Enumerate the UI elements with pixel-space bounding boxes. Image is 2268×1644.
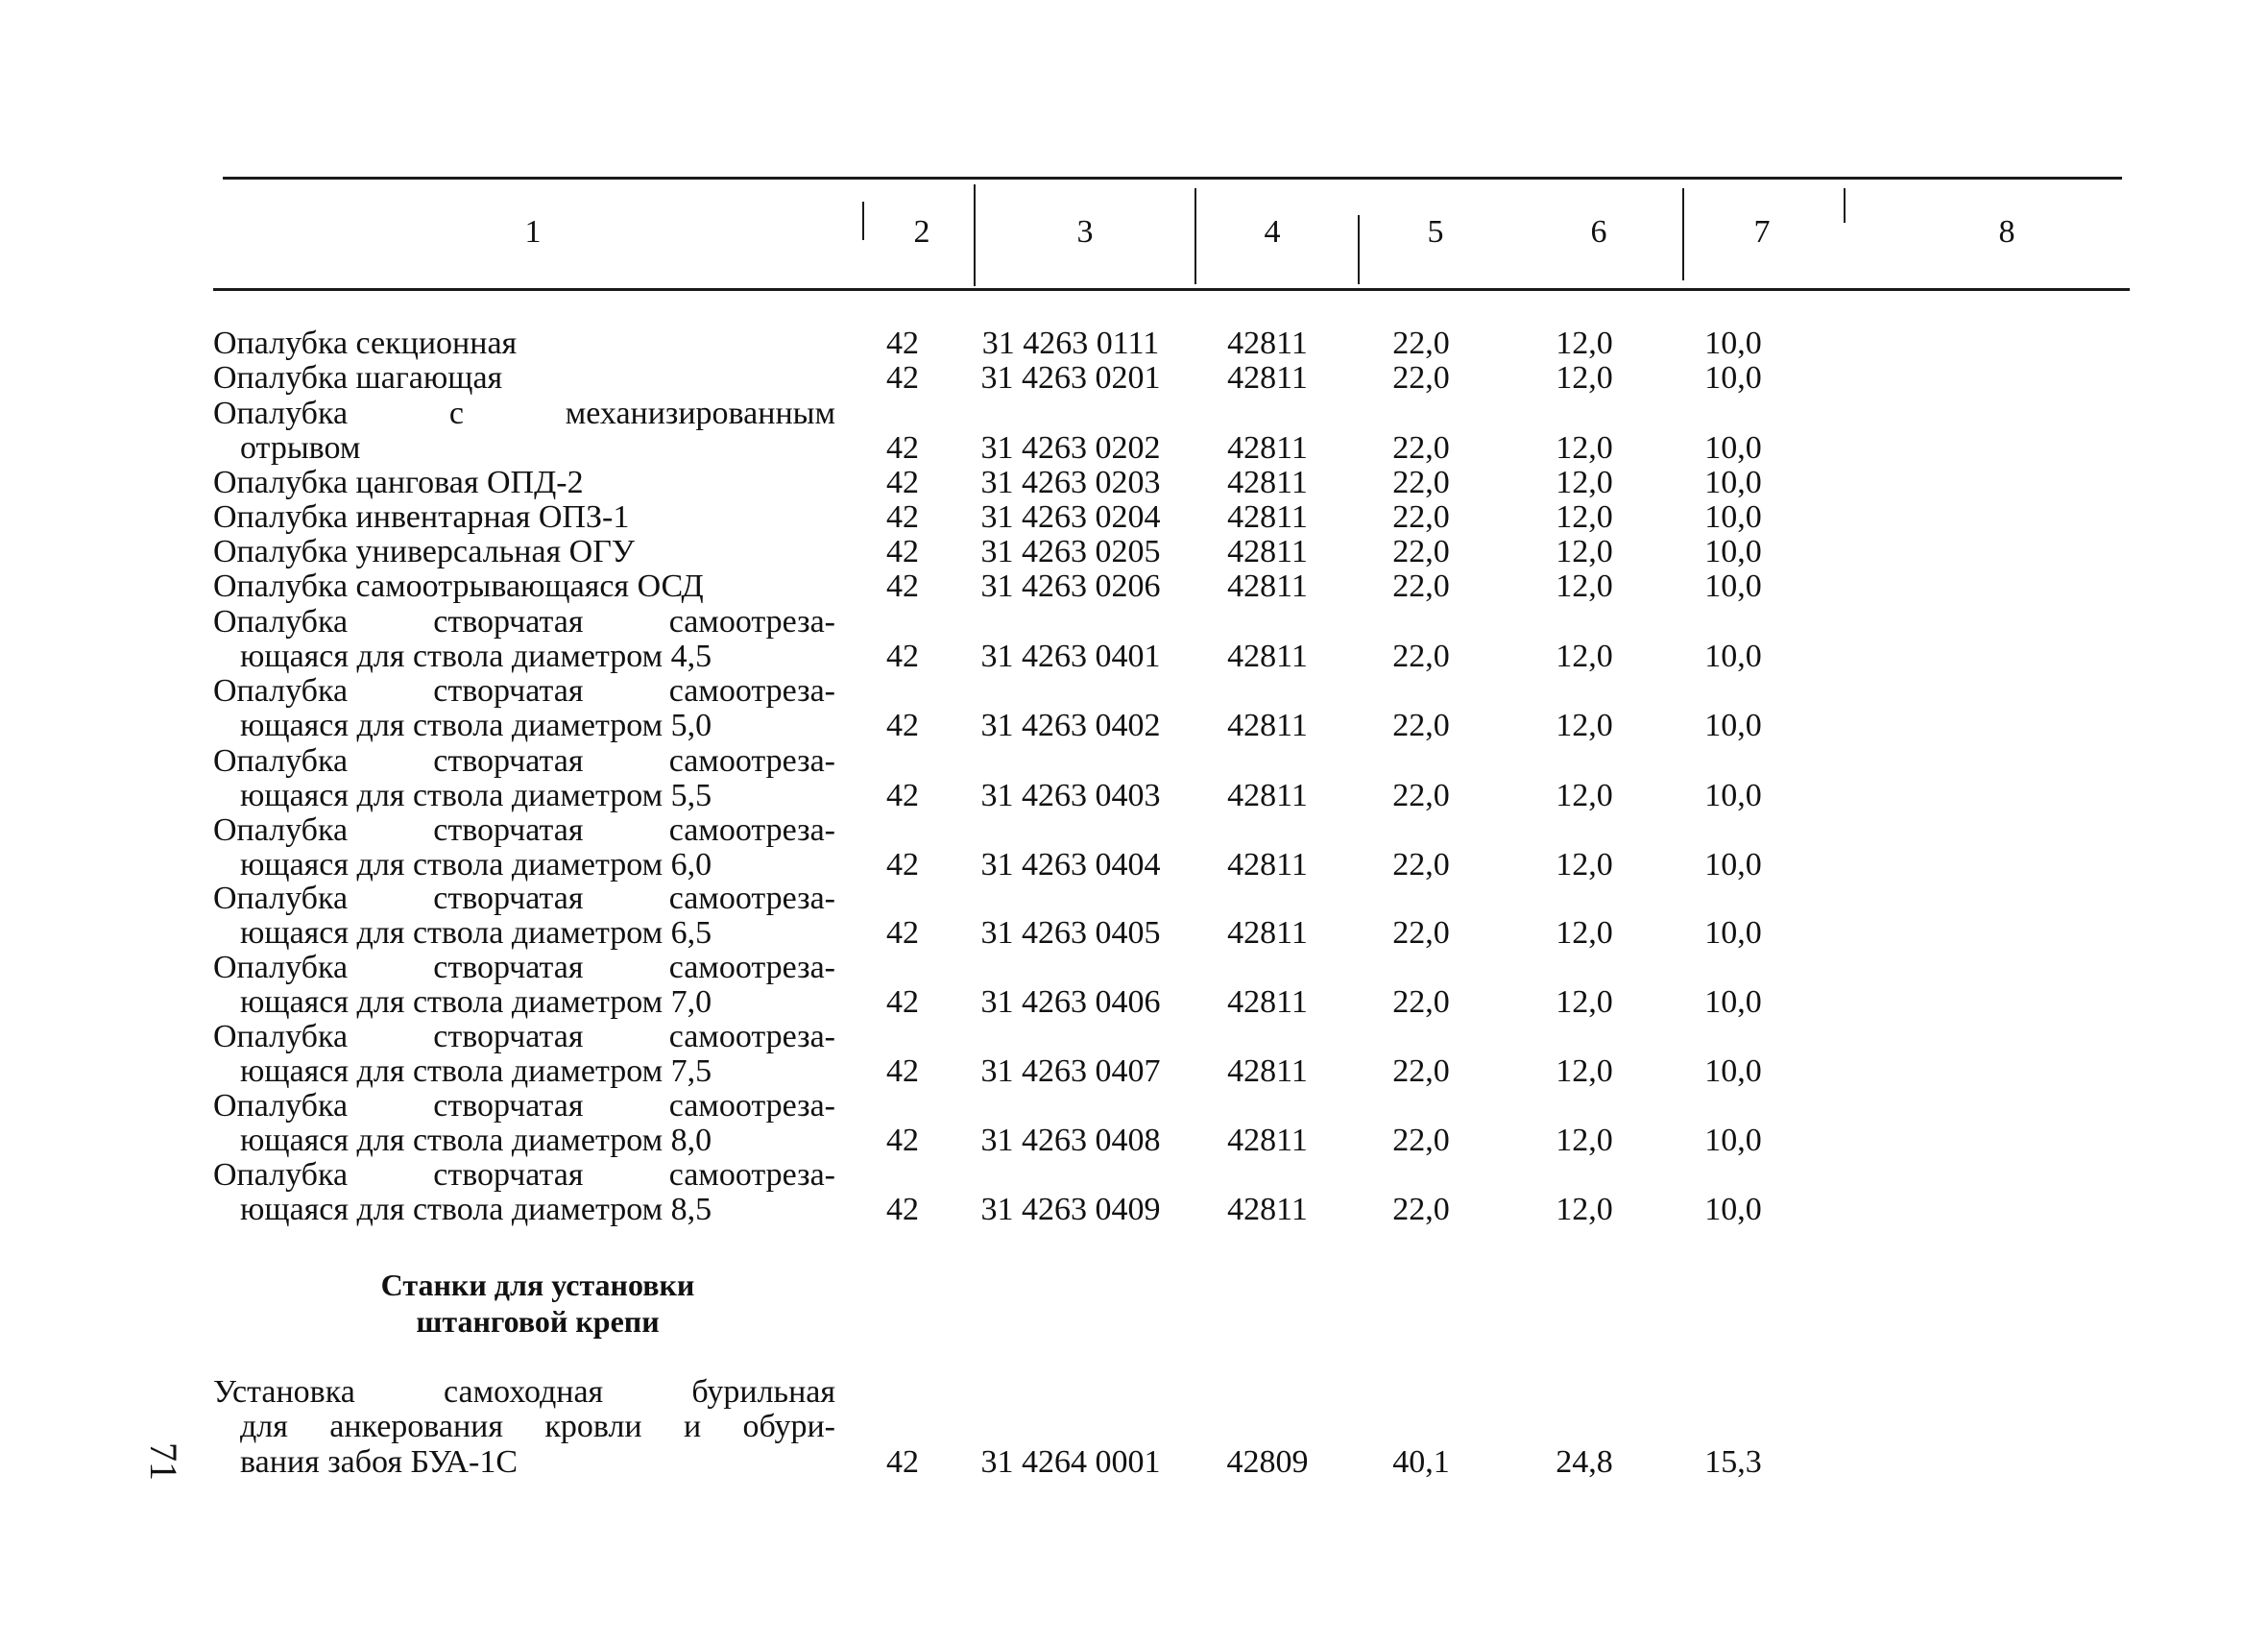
cell-col-7: 10,0: [1704, 1192, 1762, 1227]
cell-col-5: 22,0: [1392, 1192, 1450, 1227]
table-row-first-line: [0, 397, 2268, 431]
row-description: Опалубка створчатая самоотреза-: [213, 881, 835, 916]
header-separator: [1682, 188, 1684, 280]
header-separator: [974, 184, 976, 286]
cell-col-6: 24,8: [1556, 1444, 1613, 1480]
cell-col-2: 42: [886, 1444, 919, 1480]
row-description-continued: ющаяся для ствола диаметром 4,5: [240, 639, 712, 674]
cell-col-7: 10,0: [1704, 1123, 1762, 1158]
row-description-continued: вания забоя БУА-1С: [240, 1444, 518, 1480]
cell-col-2: 42: [886, 465, 919, 500]
cell-col-4: 42811: [1227, 639, 1308, 674]
cell-col-5: 22,0: [1392, 568, 1450, 604]
cell-col-7: 15,3: [1704, 1444, 1762, 1480]
cell-col-4: 42811: [1227, 1192, 1308, 1227]
row-description-continued: ющаяся для ствола диаметром 5,5: [240, 778, 712, 813]
row-description-continued: отрывом: [240, 430, 361, 466]
cell-col-7: 10,0: [1704, 984, 1762, 1020]
cell-col-2: 42: [886, 326, 919, 361]
cell-col-5: 40,1: [1392, 1444, 1450, 1480]
cell-col-7: 10,0: [1704, 778, 1762, 813]
cell-col-2: 42: [886, 778, 919, 813]
table-row-first-line: [0, 1089, 2268, 1124]
cell-col-3: 31 4264 0001: [980, 1444, 1161, 1480]
section-heading-line-2: штанговой крепи: [416, 1304, 660, 1339]
cell-col-6: 12,0: [1556, 708, 1613, 743]
cell-col-3: 31 4263 0409: [980, 1192, 1161, 1227]
cell-col-5: 22,0: [1392, 984, 1450, 1020]
cell-col-4: 42811: [1227, 1123, 1308, 1158]
row-description: Опалубка секционная: [213, 326, 518, 361]
table-row: [0, 361, 2268, 396]
column-header-7: 7: [1753, 214, 1771, 250]
cell-col-7: 10,0: [1704, 326, 1762, 361]
cell-col-6: 12,0: [1556, 1192, 1613, 1227]
column-header-2: 2: [913, 214, 930, 250]
cell-col-5: 22,0: [1392, 778, 1450, 813]
column-header-4: 4: [1264, 214, 1281, 250]
table-row: [0, 535, 2268, 569]
row-description: Опалубка створчатая самоотреза-: [213, 1088, 835, 1124]
row-description: Опалубка створчатая самоотреза-: [213, 950, 835, 985]
cell-col-4: 42809: [1226, 1444, 1309, 1480]
table-row: [0, 500, 2268, 535]
row-description: Опалубка створчатая самоотреза-: [213, 673, 835, 709]
cell-col-5: 22,0: [1392, 465, 1450, 500]
cell-col-2: 42: [886, 1123, 919, 1158]
row-description: Опалубка створчатая самоотреза-: [213, 812, 835, 848]
table-row: [0, 848, 2268, 882]
cell-col-4: 42811: [1227, 534, 1308, 569]
cell-col-6: 12,0: [1556, 499, 1613, 535]
table-row: [0, 1054, 2268, 1089]
column-header-1: 1: [524, 214, 542, 250]
cell-col-3: 31 4263 0204: [980, 499, 1161, 535]
table-row-middle-line: [0, 1410, 2268, 1444]
cell-col-2: 42: [886, 639, 919, 674]
section-heading-line-1: Станки для установки: [380, 1268, 695, 1302]
cell-col-7: 10,0: [1704, 708, 1762, 743]
table-row-first-line: [0, 605, 2268, 640]
cell-col-6: 12,0: [1556, 1053, 1613, 1089]
row-description: Установка самоходная бурильная: [213, 1374, 835, 1410]
table-row: [0, 1124, 2268, 1158]
cell-col-4: 42811: [1227, 708, 1308, 743]
row-description: Опалубка створчатая самоотреза-: [213, 1157, 835, 1193]
cell-col-7: 10,0: [1704, 568, 1762, 604]
cell-col-5: 22,0: [1392, 1123, 1450, 1158]
cell-col-2: 42: [886, 1192, 919, 1227]
cell-col-7: 10,0: [1704, 430, 1762, 466]
cell-col-7: 10,0: [1704, 534, 1762, 569]
table-row-first-line: [0, 744, 2268, 779]
cell-col-3: 31 4263 0111: [981, 326, 1160, 361]
cell-col-7: 10,0: [1704, 360, 1762, 396]
cell-col-2: 42: [886, 1053, 919, 1089]
cell-col-6: 12,0: [1556, 778, 1613, 813]
table-header-rule: [213, 288, 2130, 291]
table-row: [0, 916, 2268, 951]
table-row-first-line: [0, 674, 2268, 709]
table-row-first-line: [0, 951, 2268, 985]
cell-col-4: 42811: [1227, 915, 1308, 951]
cell-col-4: 42811: [1227, 430, 1308, 466]
table-row-first-line: [0, 882, 2268, 916]
cell-col-4: 42811: [1227, 326, 1308, 361]
cell-col-2: 42: [886, 499, 919, 535]
cell-col-5: 22,0: [1392, 915, 1450, 951]
cell-col-3: 31 4263 0403: [980, 778, 1161, 813]
header-separator: [862, 202, 864, 240]
page-number: 71: [142, 1442, 185, 1481]
cell-col-7: 10,0: [1704, 499, 1762, 535]
cell-col-7: 10,0: [1704, 1053, 1762, 1089]
cell-col-7: 10,0: [1704, 847, 1762, 882]
header-separator: [1194, 188, 1196, 284]
cell-col-3: 31 4263 0203: [980, 465, 1161, 500]
row-description: Опалубка створчатая самоотреза-: [213, 604, 835, 640]
row-description-continued: ющаяся для ствола диаметром 6,5: [240, 915, 712, 951]
cell-col-4: 42811: [1227, 984, 1308, 1020]
cell-col-3: 31 4263 0206: [980, 568, 1161, 604]
cell-col-5: 22,0: [1392, 708, 1450, 743]
cell-col-6: 12,0: [1556, 326, 1613, 361]
cell-col-3: 31 4263 0401: [980, 639, 1161, 674]
cell-col-5: 22,0: [1392, 430, 1450, 466]
table-row-first-line: [0, 813, 2268, 848]
cell-col-5: 22,0: [1392, 534, 1450, 569]
table-row: [0, 985, 2268, 1020]
cell-col-6: 12,0: [1556, 847, 1613, 882]
row-description-continued: ющаяся для ствола диаметром 6,0: [240, 847, 712, 882]
cell-col-6: 12,0: [1556, 984, 1613, 1020]
cell-col-2: 42: [886, 534, 919, 569]
cell-col-2: 42: [886, 847, 919, 882]
table-top-rule: [223, 177, 2122, 180]
cell-col-3: 31 4263 0202: [980, 430, 1161, 466]
cell-col-6: 12,0: [1556, 568, 1613, 604]
cell-col-5: 22,0: [1392, 1053, 1450, 1089]
column-header-6: 6: [1590, 214, 1607, 250]
row-description-continued: ющаяся для ствола диаметром 7,0: [240, 984, 712, 1020]
table-row: [0, 640, 2268, 674]
row-description: Опалубка инвентарная ОПЗ-1: [213, 499, 630, 535]
cell-col-3: 31 4263 0201: [980, 360, 1161, 396]
row-description: Опалубка шагающая: [213, 360, 503, 396]
cell-col-2: 42: [886, 915, 919, 951]
header-separator: [1844, 188, 1846, 223]
cell-col-4: 42811: [1227, 568, 1308, 604]
cell-col-6: 12,0: [1556, 360, 1613, 396]
header-separator: [1358, 215, 1360, 284]
table-row-first-line: [0, 1375, 2268, 1410]
table-row: [0, 431, 2268, 466]
cell-col-7: 10,0: [1704, 465, 1762, 500]
row-description-continued: ющаяся для ствола диаметром 5,0: [240, 708, 712, 743]
cell-col-4: 42811: [1227, 778, 1308, 813]
cell-col-3: 31 4263 0407: [980, 1053, 1161, 1089]
cell-col-3: 31 4263 0402: [980, 708, 1161, 743]
cell-col-6: 12,0: [1556, 465, 1613, 500]
row-description: Опалубка створчатая самоотреза-: [213, 743, 835, 779]
cell-col-3: 31 4263 0404: [980, 847, 1161, 882]
table-row-first-line: [0, 1158, 2268, 1193]
row-description-continued: ющаяся для ствола диаметром 8,0: [240, 1123, 712, 1158]
cell-col-4: 42811: [1227, 847, 1308, 882]
cell-col-5: 22,0: [1392, 499, 1450, 535]
row-description: Опалубка створчатая самоотреза-: [213, 1019, 835, 1054]
row-description: Опалубка универсальная ОГУ: [213, 534, 635, 569]
table-row: [0, 326, 2268, 361]
cell-col-4: 42811: [1227, 1053, 1308, 1089]
table-row: [0, 466, 2268, 500]
cell-col-2: 42: [886, 984, 919, 1020]
table-row: [0, 779, 2268, 813]
row-description-continued: ющаяся для ствола диаметром 8,5: [240, 1192, 712, 1227]
cell-col-3: 31 4263 0205: [980, 534, 1161, 569]
row-description: Опалубка с механизированным: [213, 396, 835, 431]
cell-col-7: 10,0: [1704, 915, 1762, 951]
cell-col-4: 42811: [1227, 499, 1308, 535]
cell-col-6: 12,0: [1556, 639, 1613, 674]
cell-col-5: 22,0: [1392, 326, 1450, 361]
cell-col-2: 42: [886, 708, 919, 743]
cell-col-6: 12,0: [1556, 430, 1613, 466]
row-description: Опалубка самоотрывающаяся ОСД: [213, 568, 704, 604]
table-row: [0, 1193, 2268, 1227]
table-row: [0, 569, 2268, 604]
cell-col-6: 12,0: [1556, 915, 1613, 951]
column-header-8: 8: [1998, 214, 2015, 250]
cell-col-6: 12,0: [1556, 1123, 1613, 1158]
cell-col-7: 10,0: [1704, 639, 1762, 674]
cell-col-3: 31 4263 0405: [980, 915, 1161, 951]
cell-col-4: 42811: [1227, 465, 1308, 500]
column-header-5: 5: [1427, 214, 1444, 250]
row-description: Опалубка цанговая ОПД-2: [213, 465, 584, 500]
table-row: [0, 709, 2268, 743]
cell-col-2: 42: [886, 360, 919, 396]
cell-col-2: 42: [886, 568, 919, 604]
row-description-continued: ющаяся для ствола диаметром 7,5: [240, 1053, 712, 1089]
cell-col-3: 31 4263 0408: [980, 1123, 1161, 1158]
column-header-3: 3: [1076, 214, 1094, 250]
table-row-first-line: [0, 1020, 2268, 1054]
cell-col-5: 22,0: [1392, 360, 1450, 396]
table-row: [0, 1445, 2268, 1480]
row-description-continued: для анкерования кровли и обури-: [240, 1409, 835, 1444]
cell-col-6: 12,0: [1556, 534, 1613, 569]
cell-col-5: 22,0: [1392, 847, 1450, 882]
cell-col-4: 42811: [1227, 360, 1308, 396]
cell-col-3: 31 4263 0406: [980, 984, 1161, 1020]
cell-col-2: 42: [886, 430, 919, 466]
cell-col-5: 22,0: [1392, 639, 1450, 674]
